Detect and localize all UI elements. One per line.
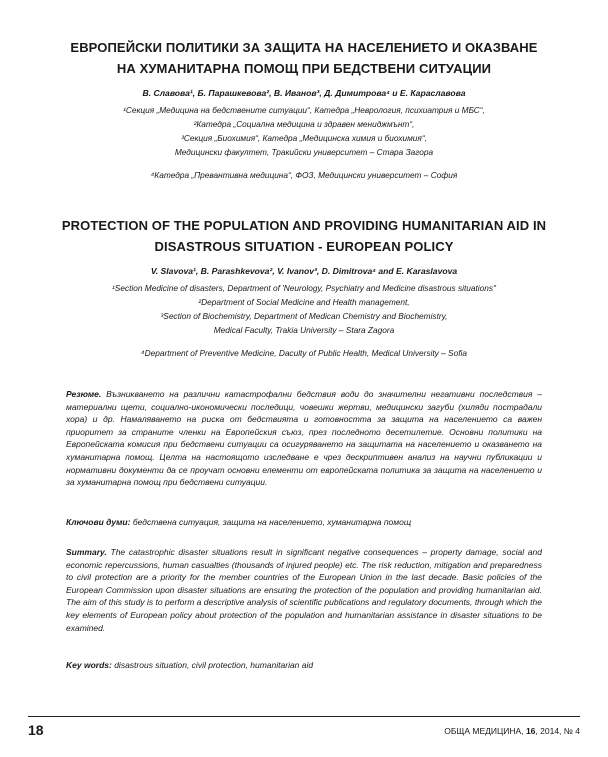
authors-en: V. Slavova¹, B. Parashkevova², V. Ivanov³, D. Dimitrova⁴ and E. Karaslavova — [150, 266, 458, 276]
abstract-en-label: Summary. — [66, 547, 107, 557]
affiliation-bg-5: ⁴Катедра „Превантивна медицина“, ФОЗ, Медицински университет – София — [150, 170, 458, 180]
affiliation-bg-3: ³Секция „Биохимия“, Катедра „Медицинска химия и биохимия“, — [181, 133, 427, 143]
page-number: 18 — [28, 722, 44, 738]
title-bg — [40, 37, 568, 79]
keywords-en-label: Key words: — [66, 660, 112, 670]
abstract-bg-label: Резюме. — [66, 389, 102, 399]
title-bg-line-1: ЕВРОПЕЙСКИ ПОЛИТИКИ ЗА ЗАЩИТА НА НАСЕЛЕНИЕТО И ОКАЗВАНЕ — [70, 40, 538, 55]
journal-year-issue: , 2014, № 4 — [535, 726, 580, 736]
abstract-bg — [66, 388, 542, 489]
abstract-bg-text: Възникването на различни катастрофални бедствия води до значителни негативни последствия – материални щети, социално-икономически последици, човешки жертви, медицински загуби (хиляди пострадали хора) и др. Намаляването на риска от бедствията и готовността за защита на населението са важен приоритет за страните членки на Европейския съюз, през последното десетилетие. Основни политики на Европейската комисия при бедствени ситуации са осигуряването на защитата на населението и оказването на хуманитарна помощ. Целта на настоящото изследване е чрез дескриптивен анализ на научни публикации и нормативни документи да се проучат основни елементи от европейската политика за защита на населението и за хуманитарна помощ при бедствени ситуации. — [66, 389, 542, 488]
affiliation-en-1: ¹Section Medicine of disasters, Department of 'Neurology, Psychiatry and Medicine disastrous situations" — [112, 283, 496, 293]
keywords-en-text: disastrous situation, civil protection, humanitarian aid — [114, 660, 314, 670]
keywords-bg-label: Ключови думи: — [66, 517, 131, 527]
affiliation-en-5: ⁴Department of Preventive Medicine, Daculty of Public Health, Medical University – Sofia — [141, 348, 467, 358]
affiliation-en-3: ³Section of Biochemistry, Department of Medican Chemistry and Biochemistry, — [160, 311, 448, 321]
journal-info — [444, 726, 580, 736]
affiliations-bg — [40, 103, 568, 159]
journal-volume: 16 — [525, 726, 536, 736]
journal-name: ОБЩА МЕДИЦИНА, — [444, 726, 524, 736]
title-en-line-2: DISASTROUS SITUATION - EUROPEAN POLICY — [154, 239, 454, 254]
abstract-en — [66, 546, 542, 634]
affiliations-en — [40, 281, 568, 337]
title-en — [40, 215, 568, 257]
affiliation-en-2: ²Department of Social Medicine and Health management, — [198, 297, 410, 307]
affiliation-en-4: Medical Faculty, Trakia University – Stara Zagora — [213, 325, 395, 335]
footer-rule — [28, 716, 580, 717]
authors-bg: В. Славова¹, Б. Парашкевова², В. Иванов³, Д. Димитрова⁴ и Е. Караславова — [142, 88, 466, 98]
affiliation-bg-1: ¹Секция „Медицина на бедствените ситуации“, Катедра „Неврология, психиатрия и МБС“, — [123, 105, 485, 115]
affiliation-bg-2: ²Катедра „Социална медицина и здравен мениджмънт“, — [193, 119, 415, 129]
keywords-bg-text: бедствена ситуация, защита на населението, хуманитарна помощ — [132, 517, 412, 527]
affiliation-bg-4: Медицински факултет, Тракийски университет – Стара Загора — [174, 147, 434, 157]
title-en-line-1: PROTECTION OF THE POPULATION AND PROVIDING HUMANITARIAN AID IN — [61, 218, 547, 233]
keywords-bg — [66, 517, 542, 527]
title-bg-line-2: НА ХУМАНИТАРНА ПОМОЩ ПРИ БЕДСТВЕНИ СИТУАЦИИ — [116, 61, 492, 76]
abstract-en-text: The catastrophic disaster situations result in significant negative consequences – property damage, social and economic repercussions, human casualties (thousands of injured people) etc. The risk reduction, mitigation and preparedness to civil protection are a priority for the member countries of the European Union in the last decade. Basic policies of the European Commission upon disaster situations are ensuring the protection of the population and providing humanitarian aid. The aim of this study is to perform a descriptive analysis of scientific publications and regulatory documents, through which the key elements of European policy about protection of the population and humanitarian assistance in disaster situations to be examined. — [66, 547, 542, 633]
keywords-en — [66, 660, 542, 670]
